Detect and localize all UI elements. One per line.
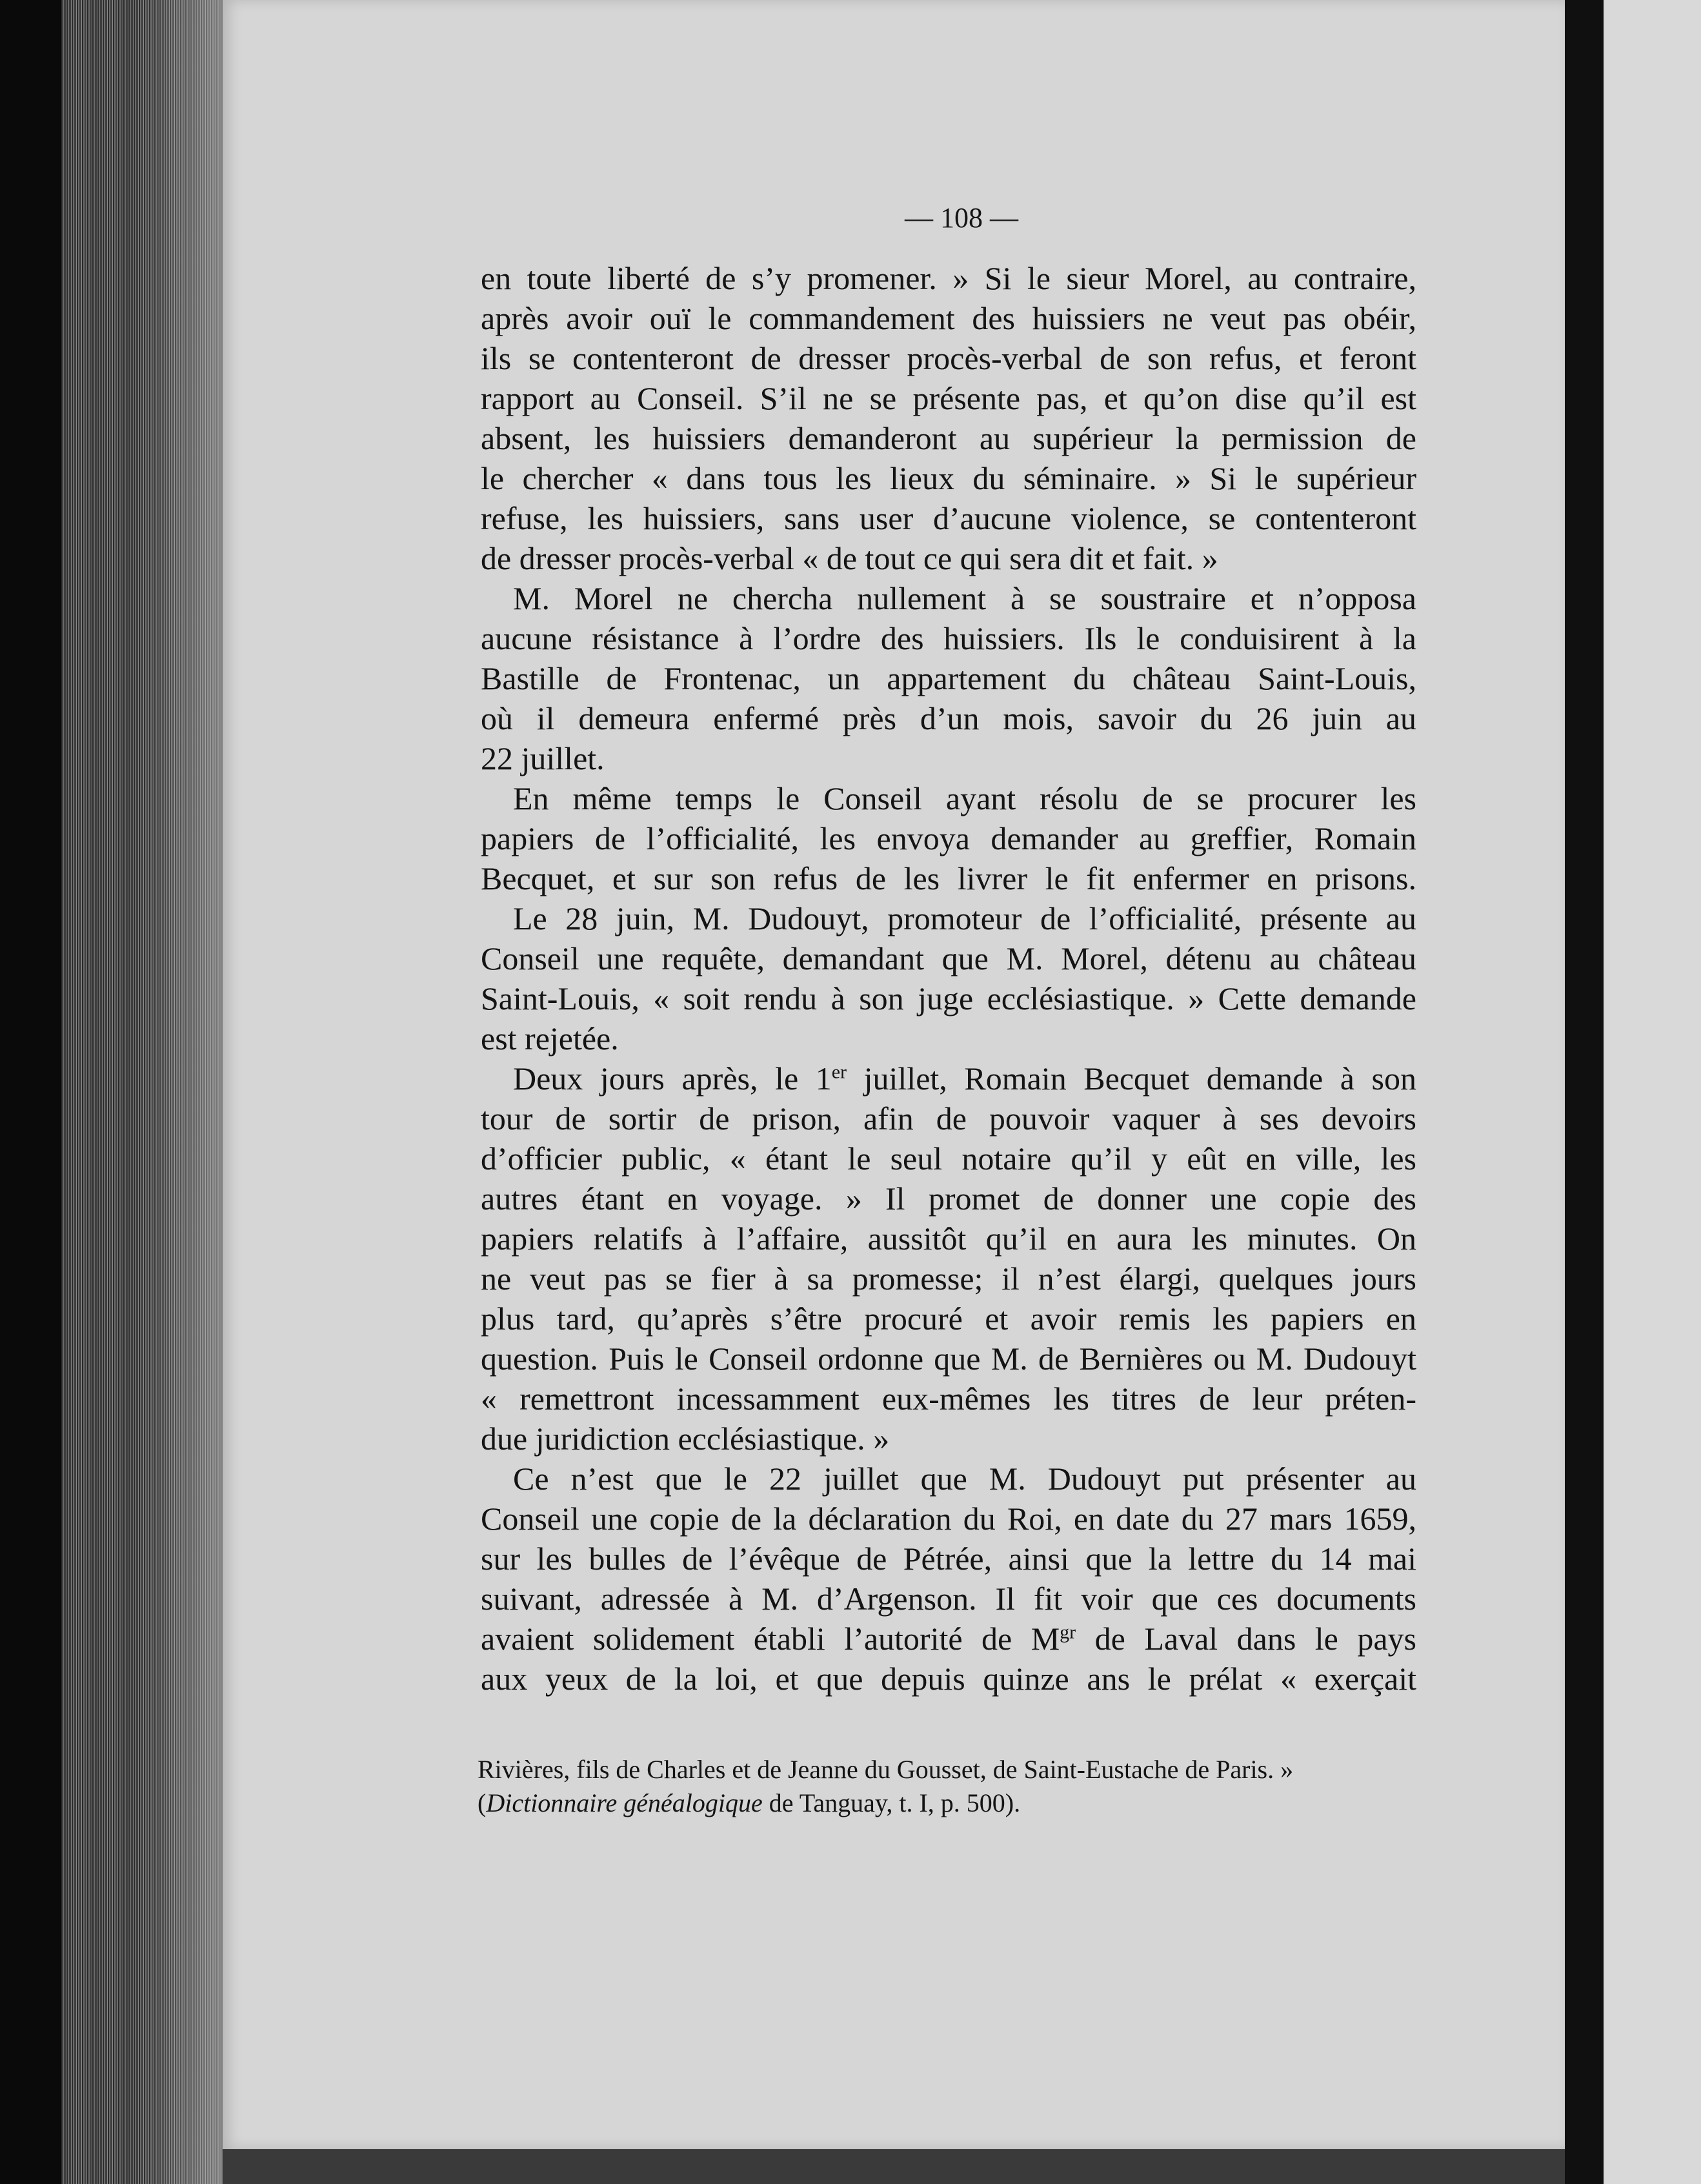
text-line: ne veut pas se fier à sa promesse; il n’est élargi, quelques jours: [481, 1260, 1416, 1297]
text-line: tour de sortir de prison, afin de pouvoir vaquer à ses devoirs: [481, 1100, 1416, 1137]
text-segment: de Laval dans le pays: [1076, 1621, 1416, 1657]
text-line: due juridiction ecclésiastique. »: [481, 1421, 890, 1457]
text-line: 22 juillet.: [481, 740, 605, 776]
footnote-paren: (: [478, 1788, 487, 1817]
text-line: ils se contenteront de dresser procès-verbal de son refus, et feront: [481, 340, 1416, 376]
text-segment: Deux jours après, le 1: [513, 1060, 832, 1097]
text-line: « remettront incessamment eux-mêmes les titres de leur préten-: [481, 1380, 1416, 1417]
superscript: er: [831, 1061, 847, 1083]
footnote-title: Dictionnaire généalogique: [486, 1788, 763, 1817]
text-line: absent, les huissiers demanderont au supérieur la permission de: [481, 420, 1416, 456]
text-line: papiers de l’officialité, les envoya demander au greffier, Romain: [481, 820, 1416, 856]
text-line: M. Morel ne chercha nullement à se soustraire et n’opposa: [513, 580, 1416, 616]
scan-left-margin: [0, 0, 61, 2184]
text-line: Becquet, et sur son refus de les livrer le fit enfermer en prisons.: [481, 860, 1416, 896]
text-line: rapport au Conseil. S’il ne se présente pas, et qu’on dise qu’il est: [481, 380, 1416, 416]
facing-page-edge: [1604, 0, 1701, 2184]
text-line: Ce n’est que le 22 juillet que M. Dudouyt put présenter au: [513, 1461, 1416, 1497]
footnote-citation: de Tanguay, t. I, p. 500).: [762, 1788, 1021, 1817]
text-line: en toute liberté de s’y promener. » Si le sieur Morel, au contraire,: [481, 260, 1416, 296]
book-page-edges: [61, 0, 229, 2184]
text-line: [481, 1058, 1416, 1098]
text-line: plus tard, qu’après s’être procuré et avoir remis les papiers en: [481, 1300, 1416, 1337]
page-bottom-edge: [223, 2149, 1565, 2184]
text-line: Le 28 juin, M. Dudouyt, promoteur de l’officialité, présente au: [513, 900, 1416, 936]
text-line: après avoir ouï le commandement des huissiers ne veut pas obéir,: [481, 300, 1416, 336]
text-line: En même temps le Conseil ayant résolu de se procurer les: [513, 780, 1416, 816]
text-line: le chercher « dans tous les lieux du séminaire. » Si le supérieur: [481, 460, 1416, 496]
text-line: question. Puis le Conseil ordonne que M. de Bernières ou M. Dudouyt: [481, 1340, 1416, 1377]
text-segment: avaient solidement établi l’autorité de M: [481, 1621, 1060, 1657]
text-segment: juillet, Romain Becquet demande à son: [847, 1060, 1416, 1097]
footnote-line: Rivières, fils de Charles et de Jeanne du Gousset, de Saint-Eustache de Paris. »: [478, 1755, 1294, 1784]
text-line: de dresser procès-verbal « de tout ce qui sera dit et fait. »: [481, 540, 1218, 576]
book-gutter: [1565, 0, 1604, 2184]
text-line: aux yeux de la loi, et que depuis quinze ans le prélat « exerçait: [481, 1661, 1416, 1697]
text-line: Conseil une requête, demandant que M. Morel, détenu au château: [481, 940, 1416, 976]
text-line: papiers relatifs à l’affaire, aussitôt qu’il en aura les minutes. On: [481, 1220, 1416, 1257]
text-line: refuse, les huissiers, sans user d’aucune violence, se contenteront: [481, 500, 1416, 536]
footnote: [478, 1753, 1423, 1820]
text-line: est rejetée.: [481, 1020, 619, 1057]
superscript: gr: [1060, 1621, 1076, 1643]
text-line: Conseil une copie de la déclaration du Roi, en date du 27 mars 1659,: [481, 1501, 1416, 1537]
body-text: [481, 258, 1416, 1699]
text-line: Saint-Louis, « soit rendu à son juge ecclésiastique. » Cette demande: [481, 980, 1416, 1016]
footnote-line: [478, 1786, 1423, 1820]
text-line: autres étant en voyage. » Il promet de donner une copie des: [481, 1180, 1416, 1217]
page-number: — 108 —: [905, 202, 1018, 234]
text-line: Bastille de Frontenac, un appartement du château Saint-Louis,: [481, 660, 1416, 696]
text-line: d’officier public, « étant le seul notaire qu’il y eût en ville, les: [481, 1140, 1416, 1177]
text-line: suivant, adressée à M. d’Argenson. Il fit voir que ces documents: [481, 1581, 1416, 1617]
text-line: où il demeura enfermé près d’un mois, savoir du 26 juin au: [481, 700, 1416, 736]
text-line: aucune résistance à l’ordre des huissiers. Ils le conduisirent à la: [481, 620, 1416, 656]
text-line: sur les bulles de l’évêque de Pétrée, ainsi que la lettre du 14 mai: [481, 1541, 1416, 1577]
text-line: [481, 1619, 1416, 1659]
